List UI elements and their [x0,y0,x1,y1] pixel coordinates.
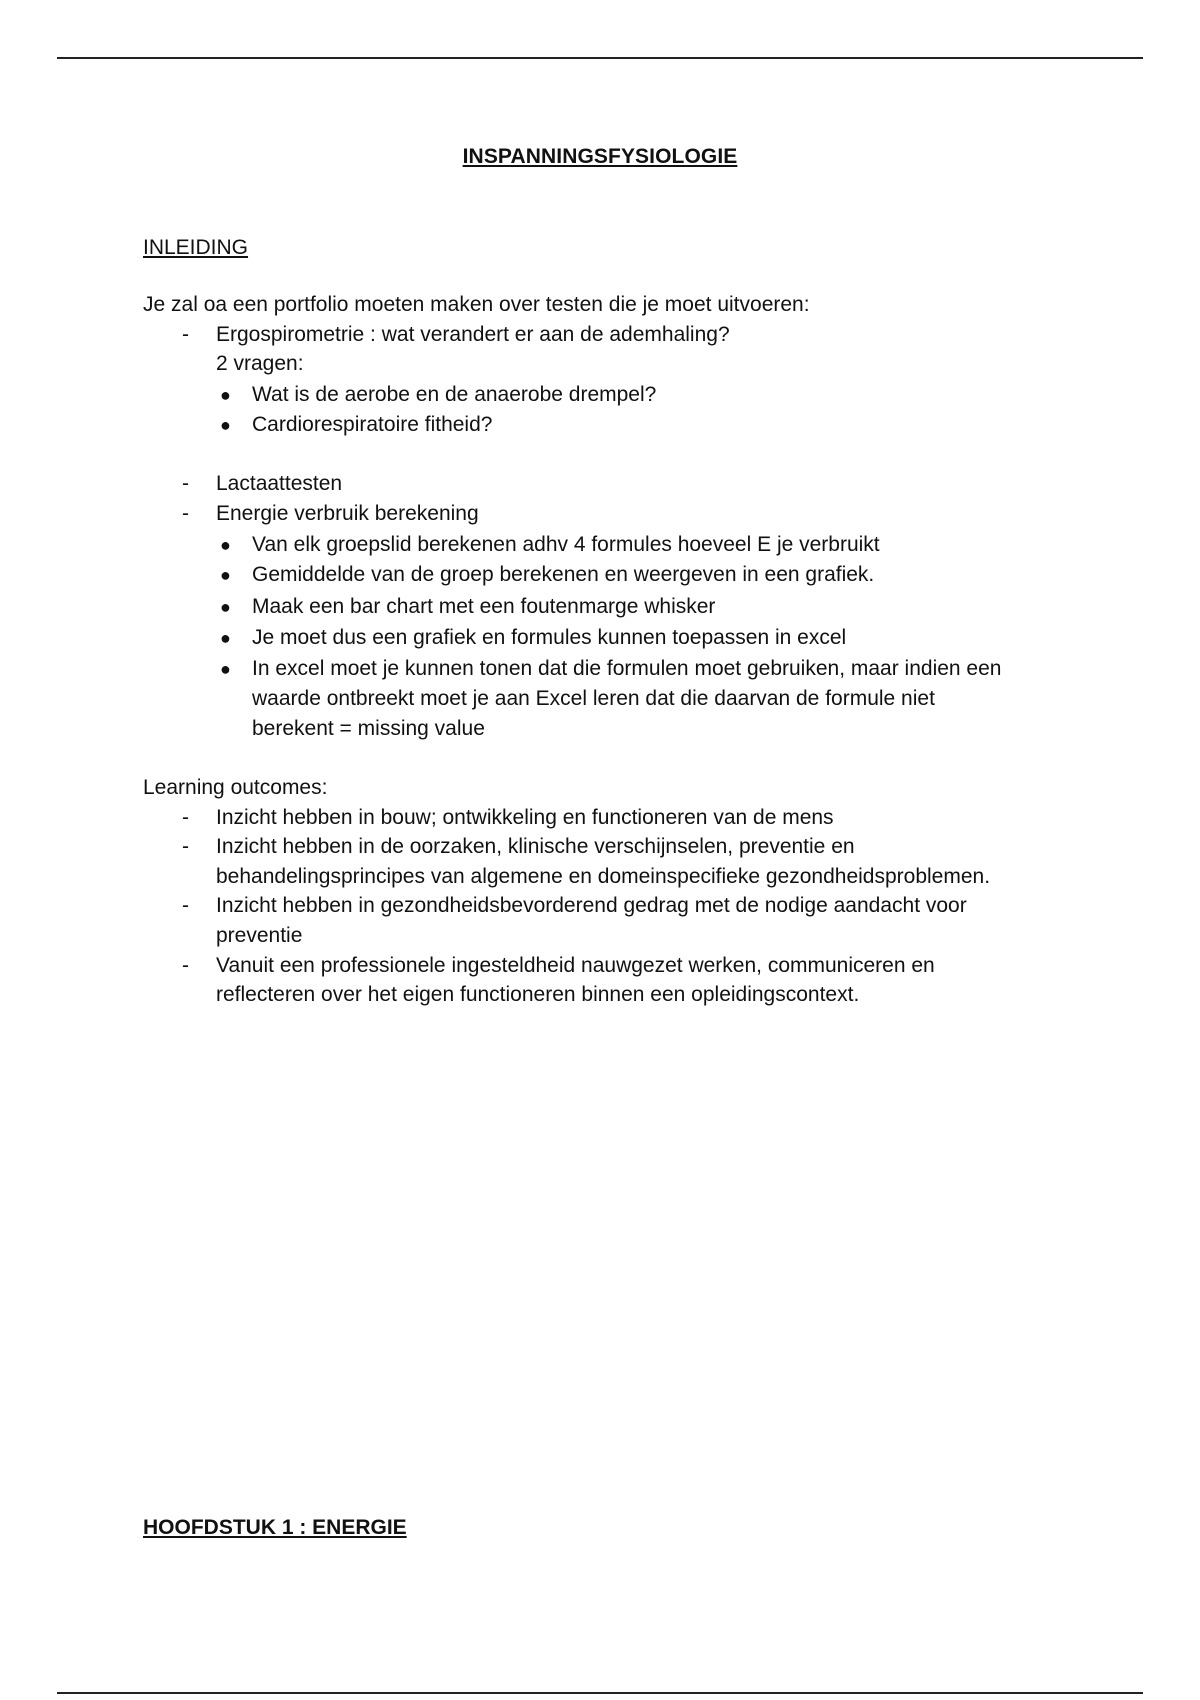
energie-point: Je moet dus een grafiek en formules kunnen toepassen in excel [252,626,847,649]
bullet-marker: ● [220,628,231,648]
bullet-marker: ● [220,415,231,435]
document-title: INSPANNINGSFYSIOLOGIE [462,145,738,168]
bullet-marker: ● [220,385,231,405]
bullet-marker: ● [220,659,231,679]
outcome-item-line1: Inzicht hebben in de oorzaken, klinische verschijnselen, preventie en [216,835,855,858]
intro-text: Je zal oa een portfolio moeten maken over testen die je moet uitvoeren: [143,293,810,316]
bullet-marker: ● [220,597,231,617]
dash-marker: - [182,502,189,525]
dash-marker: - [182,806,189,829]
outcome-item-line2: behandelingsprincipes van algemene en domeinspecifieke gezondheidsproblemen. [216,865,991,888]
dash-marker: - [182,472,189,495]
bottom-rule [57,1692,1143,1694]
dash-marker: - [182,323,189,346]
question-item: Cardiorespiratoire fitheid? [252,413,493,436]
dash-marker: - [182,954,189,977]
test-item-ergospirometrie: Ergospirometrie : wat verandert er aan de ademhaling? [216,323,730,346]
test-item-energie: Energie verbruik berekening [216,502,479,525]
test-item-lactaattesten: Lactaattesten [216,472,343,495]
energie-point: Maak een bar chart met een foutenmarge whisker [252,595,716,618]
bullet-marker: ● [220,535,231,555]
energie-point: Gemiddelde van de groep berekenen en weergeven in een grafiek. [252,563,875,586]
learning-outcomes-heading: Learning outcomes: [143,776,328,799]
outcome-item-line1: Vanuit een professionele ingesteldheid nauwgezet werken, communiceren en [216,954,935,977]
energie-point: Van elk groepslid berekenen adhv 4 formules hoeveel E je verbruikt [252,533,880,556]
question-item: Wat is de aerobe en de anaerobe drempel? [252,383,657,406]
outcome-item-line2: preventie [216,924,303,947]
top-rule [57,57,1143,59]
outcome-item-line2: reflecteren over het eigen functioneren binnen een opleidingscontext. [216,983,860,1006]
bullet-marker: ● [220,565,231,585]
outcome-item-line1: Inzicht hebben in bouw; ontwikkeling en functioneren van de mens [216,806,834,829]
energie-point-line1: In excel moet je kunnen tonen dat die formulen moet gebruiken, maar indien een [252,657,1002,680]
dash-marker: - [182,894,189,917]
outcome-item-line1: Inzicht hebben in gezondheidsbevorderend gedrag met de nodige aandacht voor [216,894,967,917]
chapter-heading: HOOFDSTUK 1 : ENERGIE [143,1516,407,1539]
energie-point-line2: waarde ontbreekt moet je aan Excel leren dat die daarvan de formule niet [252,687,935,710]
dash-marker: - [182,835,189,858]
energie-point-line3: berekent = missing value [252,717,485,740]
section-heading-inleiding: INLEIDING [143,236,249,259]
ergospirometrie-subtext: 2 vragen: [216,352,304,375]
